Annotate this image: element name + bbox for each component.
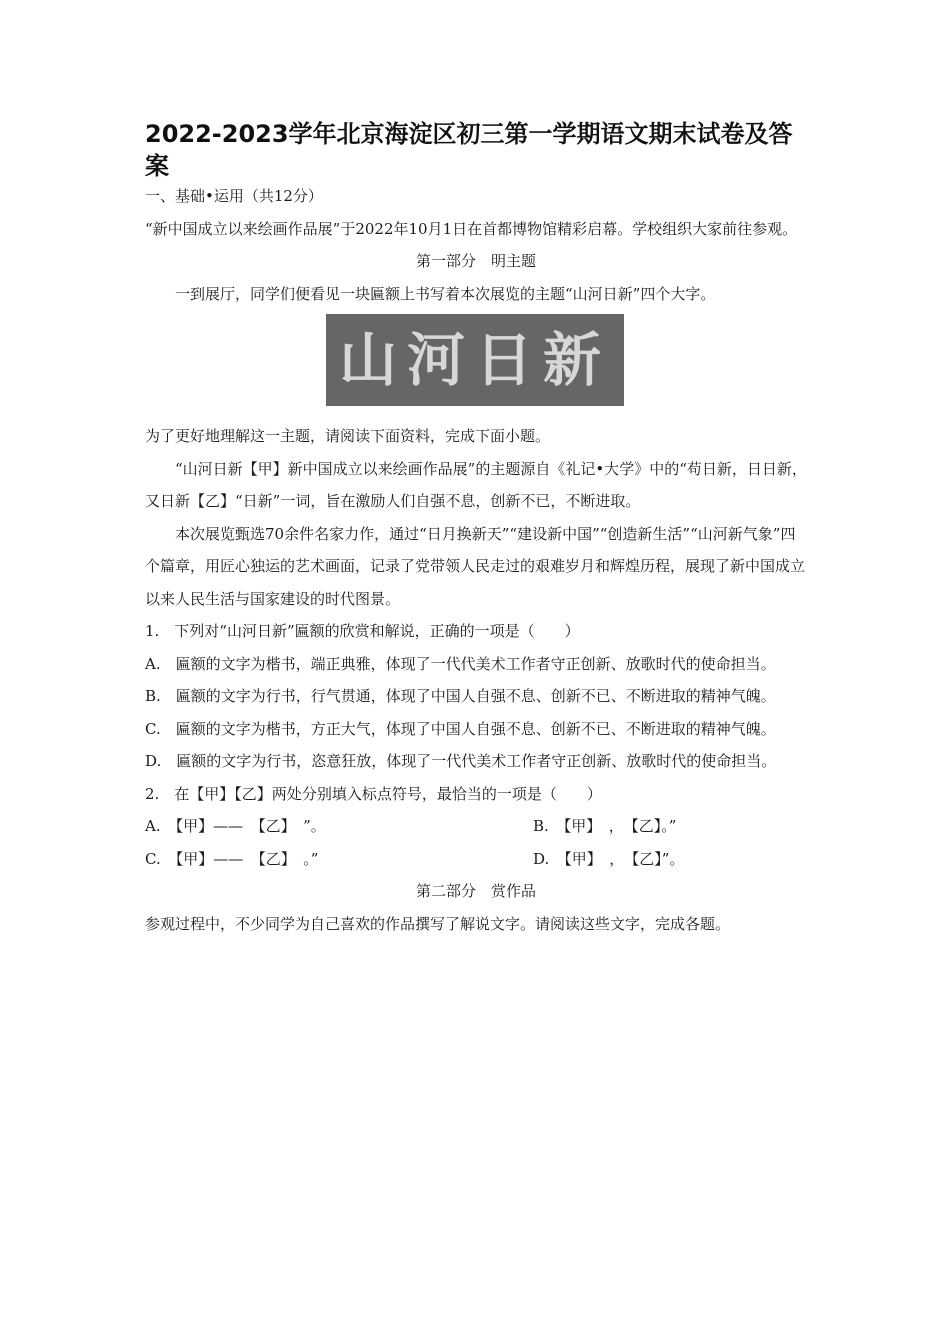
question-2-option-d: D. 【甲】 ， 【乙】”。	[533, 849, 685, 868]
question-2-option-c: C. 【甲】—— 【乙】 。”	[145, 849, 319, 868]
question-2-options-row-2	[145, 843, 807, 876]
question-1-option-d: D. 匾额的文字为行书，恣意狂放，体现了一代代美术工作者守正创新、放歌时代的使命担当。	[145, 752, 777, 770]
part2-lead: 参观过程中，不少同学为自己喜欢的作品撰写了解说文字。请阅读这些文字，完成各题。	[145, 914, 731, 933]
instruction-text: 为了更好地理解这一主题，请阅读下面资料，完成下面小题。	[145, 427, 551, 445]
intro-paragraph: “新中国成立以来绘画作品展”于2022年10月1日在首都博物馆精彩启幕。学校组织大家前往参观。	[145, 219, 798, 238]
document-title: 2022-2023学年北京海淀区初三第一学期语文期末试卷及答案	[145, 120, 793, 180]
question-1-stem: 1. 下列对“山河日新”匾额的欣赏和解说，正确的一项是（ ）	[145, 622, 580, 640]
material-paragraph-2: 本次展览甄选70余件名家力作，通过“日月换新天”“建设新中国”“创造新生活”“山河新气象”四个篇章，用匠心独运的艺术画面，记录了党带领人民走过的艰难岁月和辉煌历程，展现了新中国成立以来人民生活与国家建设的时代图景。	[145, 524, 806, 608]
question-1-option-a: A. 匾额的文字为楷书，端正典雅，体现了一代代美术工作者守正创新、放歌时代的使命担当。	[145, 654, 776, 673]
question-1-option-c: C. 匾额的文字为楷书，方正大气，体现了中国人自强不息、创新不已、不断进取的精神气魄。	[145, 719, 776, 738]
question-1-option-b: B. 匾额的文字为行书，行气贯通，体现了中国人自强不息、创新不已、不断进取的精神气魄。	[145, 687, 776, 705]
calligraphy-plaque-image	[326, 314, 624, 406]
part1-heading: 第一部分 明主题	[415, 252, 536, 270]
question-2-option-b: B. 【甲】 ， 【乙】。”	[533, 817, 677, 835]
question-2-options-row-1	[145, 810, 807, 843]
part2-heading: 第二部分 赏作品	[415, 882, 536, 900]
question-2-option-a: A. 【甲】—— 【乙】 ”。	[145, 817, 326, 835]
question-2-stem: 2. 在【甲】【乙】两处分别填入标点符号，最恰当的一项是（ ）	[145, 784, 602, 803]
calligraphy-text: 山河日新	[338, 326, 611, 394]
calligraphy-banner-area	[145, 310, 807, 420]
document-body	[145, 180, 807, 940]
material-paragraph-1: “山河日新【甲】新中国成立以来绘画作品展”的主题源自《礼记•大学》中的“苟日新，日日新，又日新【乙】“日新”一词，旨在激励人们自强不息，创新不已，不断进取。	[145, 459, 807, 510]
section-heading: 一、基础•运用（共12分）	[145, 187, 323, 205]
part1-lead: 一到展厅，同学们便看见一块匾额上书写着本次展览的主题“山河日新”四个大字。	[175, 284, 716, 303]
